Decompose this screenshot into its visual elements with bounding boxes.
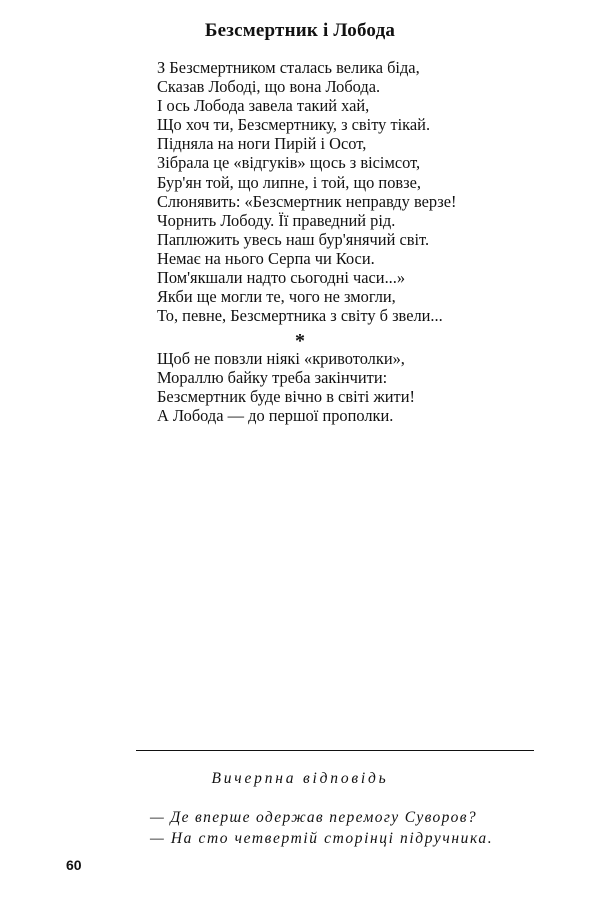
joke-line: — На сто четвертій сторінці підручника. (150, 830, 494, 847)
moral-line: А Лобода — до першої прополки. (157, 406, 394, 426)
joke-line: — Де вперше одержав перемогу Суворов? (150, 809, 477, 826)
poem-line: Бур'ян той, що липне, і той, що повзе, (157, 172, 421, 192)
moral-line: Безсмертник буде вічно в світі жити! (157, 387, 415, 407)
poem-line: Що хоч ти, Безсмертнику, з світу тікай. (157, 115, 431, 135)
moral-line: Щоб не повзли ніякі «кривотолки», (157, 349, 405, 368)
poem-line: Немає на нього Серпа чи Коси. (157, 248, 375, 268)
poem-line: Паплюжить увесь наш бур'янячий світ. (157, 229, 430, 249)
page-number: 60 (66, 857, 82, 873)
moral-stanza (157, 349, 415, 425)
poem-line: Зібрала це «відгуків» щось з вісімсот, (157, 153, 421, 173)
section-separator: * (295, 330, 305, 352)
poem-title: Безсмертник і Лобода (204, 20, 396, 41)
poem-line: І ось Лобода завела такий хай, (157, 96, 370, 116)
poem-line: Пом'якшали надто сьогодні часи...» (157, 268, 406, 288)
horizontal-rule (136, 750, 534, 751)
poem-line: Чорнить Лободу. Її праведний рід. (157, 210, 396, 230)
poem-line: Сказав Лободі, що вона Лобода. (157, 77, 381, 97)
poem-line: Якби ще могли те, чого не змогли, (157, 287, 396, 307)
poem-line: Підняла на ноги Пирій і Осот, (157, 134, 367, 154)
poem-line: То, певне, Безсмертника з світу б звели... (157, 306, 443, 326)
moral-line: Мораллю байку треба закінчити: (157, 368, 388, 388)
poem-body (157, 58, 456, 325)
joke-dialogue (150, 807, 493, 849)
poem-line: Слюнявить: «Безсмертник неправду верзе! (157, 191, 457, 211)
poem-line: З Безсмертником сталась велика біда, (157, 58, 420, 77)
joke-title: Вичерпна відповідь (211, 770, 389, 787)
